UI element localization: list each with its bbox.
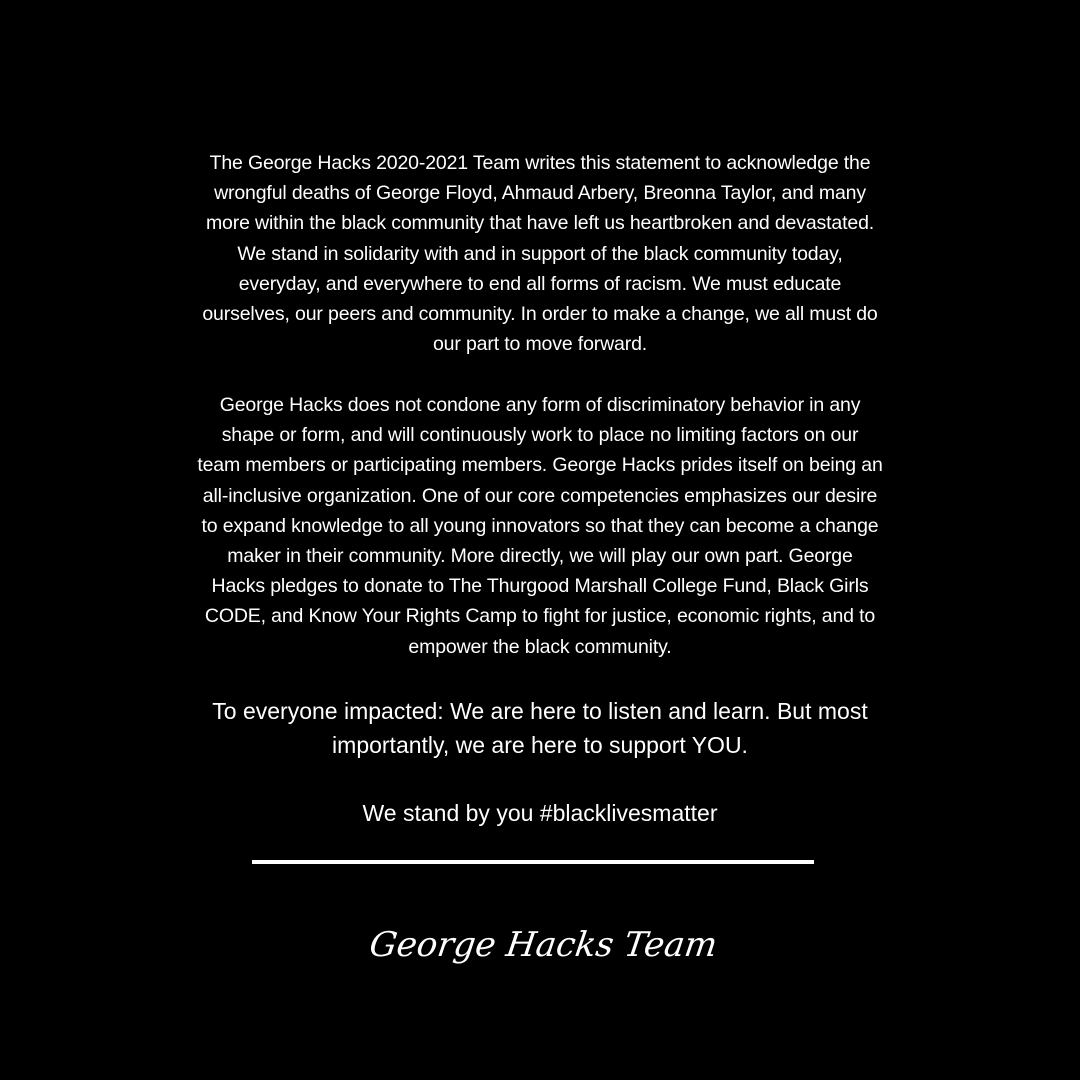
- paragraph-line: CODE, and Know Your Rights Camp to fight for justice, economic rights, and to: [204, 605, 876, 628]
- closing-line: To everyone impacted: We are here to listen and learn. But most: [212, 698, 868, 724]
- signature: [340, 912, 740, 982]
- paragraph-line: George Hacks does not condone any form of discriminatory behavior in any: [219, 394, 861, 416]
- signature-text: George Hacks Team: [367, 925, 720, 965]
- paragraph-line: maker in their community. More directly, we will play our own part. George: [227, 545, 853, 568]
- paragraph-line: team members or participating members. George Hacks prides itself on being an: [197, 454, 883, 477]
- paragraph-line: Hacks pledges to donate to The Thurgood Marshall College Fund, Black Girls: [211, 575, 869, 598]
- paragraph-line: to expand knowledge to all young innovators so that they can become a change: [201, 514, 879, 537]
- paragraph-line: We stand in solidarity with and in support of the black community today,: [237, 242, 843, 265]
- paragraph-line: empower the black community.: [408, 635, 672, 658]
- paragraph-line: more within the black community that have left us heartbroken and devastated.: [205, 212, 875, 235]
- statement-paragraph-1: [150, 148, 930, 359]
- paragraph-line: everyday, and everywhere to end all forms of racism. We must educate: [238, 272, 842, 295]
- closing-line: importantly, we are here to support YOU.: [332, 732, 748, 758]
- paragraph-line: our part to move forward.: [432, 333, 648, 356]
- closing-message: [140, 694, 940, 762]
- statement-paragraph-2: [150, 390, 930, 662]
- paragraph-line: ourselves, our peers and community. In order to make a change, we all must do: [202, 303, 878, 326]
- solidarity-line: We stand by you #blacklivesmatter: [362, 800, 718, 826]
- paragraph-line: all-inclusive organization. One of our core competencies emphasizes our desire: [202, 484, 878, 507]
- paragraph-line: wrongful deaths of George Floyd, Ahmaud Arbery, Breonna Taylor, and many: [214, 182, 866, 205]
- divider-line: [252, 860, 814, 864]
- paragraph-line: The George Hacks 2020-2021 Team writes this statement to acknowledge the: [209, 152, 871, 174]
- paragraph-line: shape or form, and will continuously work to place no limiting factors on our: [221, 424, 859, 447]
